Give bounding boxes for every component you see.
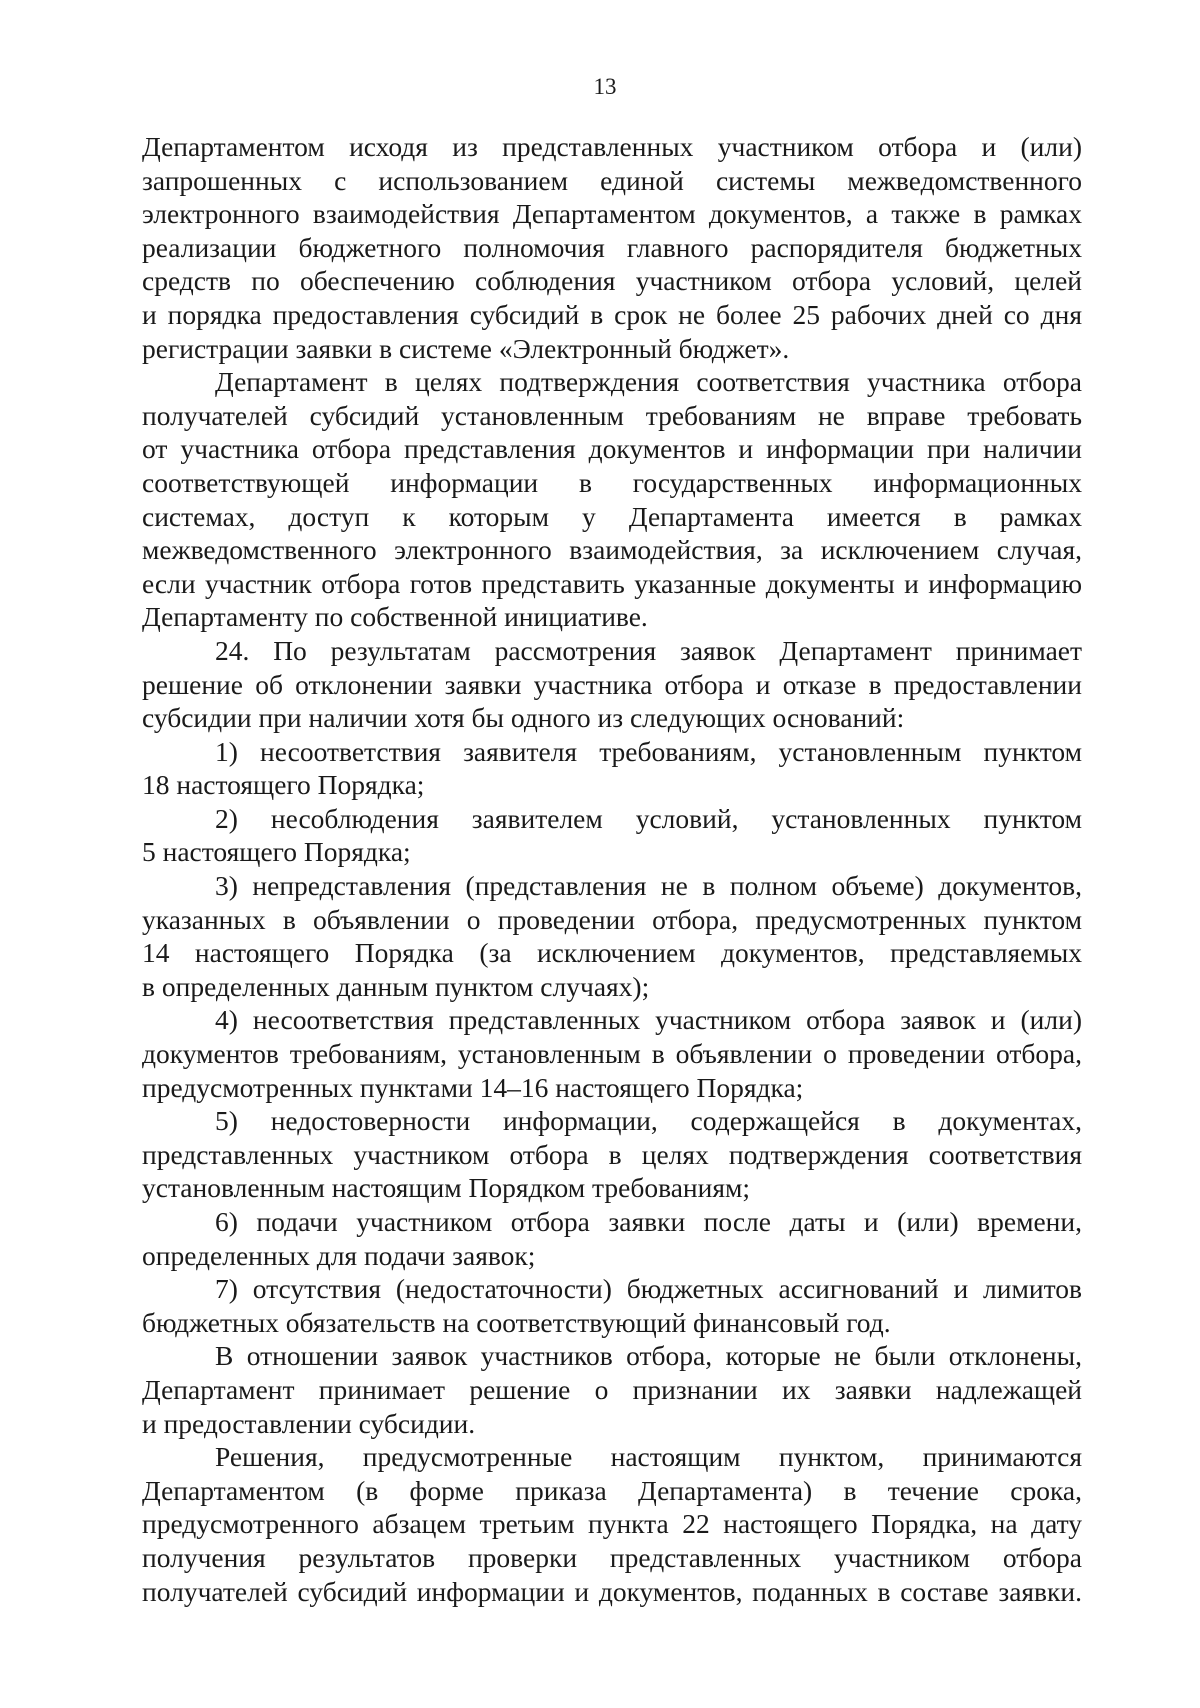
text-line: 3) непредставления (представления не в полном объеме) документов, [215, 870, 1082, 902]
text-line: субсидии при наличии хотя бы одного из следующих оснований: [142, 702, 905, 734]
document-body [142, 130, 1082, 1608]
text-line: средств по обеспечению соблюдения участником отбора условий, целей [142, 265, 1082, 297]
text-line: определенных для подачи заявок; [142, 1239, 536, 1271]
text-line: 14 настоящего Порядка (за исключением документов, представляемых [142, 937, 1082, 969]
text-line: 7) отсутствия (недостаточности) бюджетных ассигнований и лимитов [215, 1273, 1082, 1305]
text-line: бюджетных обязательств на соответствующий финансовый год. [142, 1306, 891, 1338]
text-line: и порядка предоставления субсидий в срок не более 25 рабочих дней со дня [142, 298, 1082, 330]
page-number: 13 [593, 74, 617, 99]
text-line: получателей субсидий установленным требованиям не вправе требовать [142, 399, 1082, 431]
text-line: 4) несоответствия представленных участником отбора заявок и (или) [215, 1004, 1082, 1036]
text-line: межведомственного электронного взаимодействия, за исключением случая, [142, 534, 1082, 566]
text-line: если участник отбора готов представить указанные документы и информацию [142, 567, 1082, 599]
text-line: В отношении заявок участников отбора, которые не были отклонены, [215, 1340, 1082, 1372]
text-line: запрошенных с использованием единой системы межведомственного [142, 164, 1082, 196]
text-line: электронного взаимодействия Департаментом документов, а также в рамках [142, 198, 1082, 230]
text-line: регистрации заявки в системе «Электронный бюджет». [142, 332, 790, 364]
text-line: получения результатов проверки представленных участником отбора [142, 1541, 1082, 1573]
text-line: в определенных данным пунктом случаях); [142, 970, 650, 1002]
text-line: 24. По результатам рассмотрения заявок Департамент принимает [215, 634, 1082, 666]
text-line: Департамент в целях подтверждения соответствия участника отбора [215, 366, 1082, 398]
text-line: 6) подачи участником отбора заявки после даты и (или) времени, [215, 1206, 1082, 1237]
text-line: указанных в объявлении о проведении отбора, предусмотренных пунктом [142, 903, 1082, 935]
text-line: решение об отклонении заявки участника отбора и отказе в предоставлении [142, 668, 1082, 700]
text-line: установленным настоящим Порядком требованиям; [142, 1172, 751, 1204]
text-line: Департаменту по собственной инициативе. [142, 601, 648, 633]
text-line: предусмотренного абзацем третьим пункта 22 настоящего Порядка, на дату [142, 1508, 1082, 1540]
text-line: от участника отбора представления документов и информации при наличии [142, 433, 1082, 465]
text-line: Департаментом исходя из представленных участником отбора и (или) [142, 131, 1082, 162]
text-line: реализации бюджетного полномочия главного распорядителя бюджетных [142, 231, 1082, 263]
text-line: соответствующей информации в государственных информационных [142, 466, 1082, 498]
text-line: 1) несоответствия заявителя требованиям, установленным пунктом [215, 735, 1082, 767]
text-line: системах, доступ к которым у Департамента имеется в рамках [142, 500, 1082, 532]
text-line: получателей субсидий информации и документов, поданных в составе заявки. [142, 1575, 1082, 1607]
text-line: Решения, предусмотренные настоящим пунктом, принимаются [215, 1441, 1082, 1473]
text-line: 5) недостоверности информации, содержащейся в документах, [215, 1105, 1082, 1137]
text-line: 5 настоящего Порядка; [142, 836, 411, 868]
text-line: документов требованиям, установленным в объявлении о проведении отбора, [142, 1038, 1082, 1070]
text-line: 18 настоящего Порядка; [142, 769, 425, 801]
text-line: Департамент принимает решение о признании их заявки надлежащей [142, 1373, 1082, 1405]
text-line: 2) несоблюдения заявителем условий, установленных пунктом [215, 802, 1082, 834]
text-line: предусмотренных пунктами 14–16 настоящего Порядка; [142, 1071, 804, 1103]
text-line: и предоставлении субсидии. [142, 1407, 476, 1439]
text-line: Департаментом (в форме приказа Департамента) в течение срока, [142, 1474, 1082, 1506]
text-line: представленных участником отбора в целях подтверждения соответствия [142, 1138, 1082, 1170]
